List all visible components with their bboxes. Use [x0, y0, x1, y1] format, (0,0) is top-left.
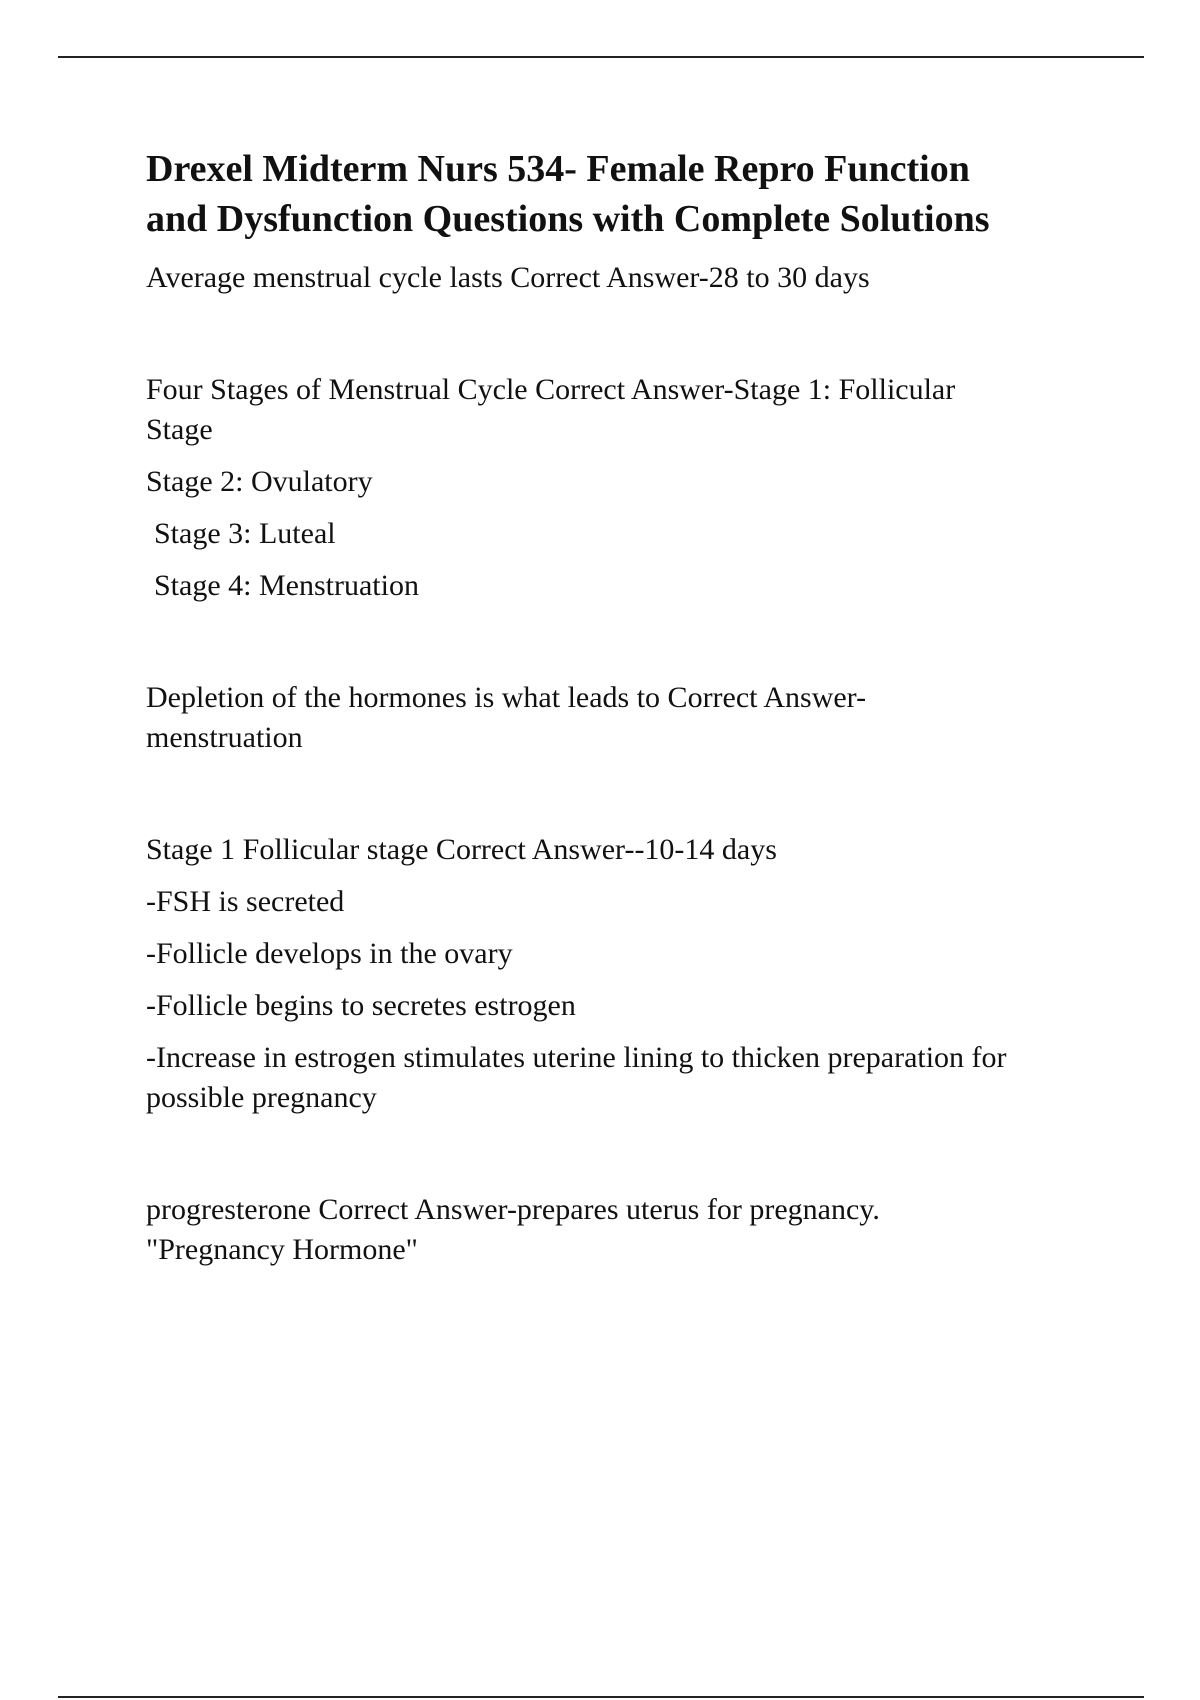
qa-line: Average menstrual cycle lasts Correct Answer-28 to 30 days	[146, 261, 870, 294]
qa-line: menstruation	[146, 721, 303, 754]
title-line-1: Drexel Midterm Nurs 534- Female Repro Function	[146, 148, 970, 190]
qa-line: Stage 3: Luteal	[154, 517, 336, 550]
qa-item	[146, 830, 1086, 1118]
qa-line: Depletion of the hormones is what leads to Correct Answer-	[146, 681, 867, 714]
qa-line: Four Stages of Menstrual Cycle Correct Answer-Stage 1: Follicular	[146, 373, 956, 406]
qa-line: Stage	[146, 413, 213, 446]
document-body	[146, 144, 1086, 1270]
qa-line: "Pregnancy Hormone"	[146, 1233, 418, 1266]
qa-line: Stage 1 Follicular stage Correct Answer--10-14 days	[146, 833, 777, 866]
qa-line: -Increase in estrogen stimulates uterine lining to thicken preparation for	[146, 1041, 1007, 1074]
qa-line: Stage 2: Ovulatory	[146, 465, 373, 498]
qa-line: -FSH is secreted	[146, 885, 345, 918]
qa-item	[146, 678, 1086, 758]
qa-line: -Follicle develops in the ovary	[146, 937, 513, 970]
qa-line: progresterone Correct Answer-prepares uterus for pregnancy.	[146, 1193, 880, 1226]
qa-line: Stage 4: Menstruation	[154, 569, 419, 602]
header-rule	[58, 56, 1144, 58]
qa-item	[146, 1190, 1086, 1270]
footer-rule	[58, 1696, 1144, 1698]
qa-line: -Follicle begins to secretes estrogen	[146, 989, 576, 1022]
title-line-2: and Dysfunction Questions with Complete Solutions	[146, 198, 990, 240]
qa-item	[146, 258, 1086, 298]
qa-item	[146, 370, 1086, 606]
qa-line: possible pregnancy	[146, 1081, 377, 1114]
document-title	[146, 144, 1086, 244]
